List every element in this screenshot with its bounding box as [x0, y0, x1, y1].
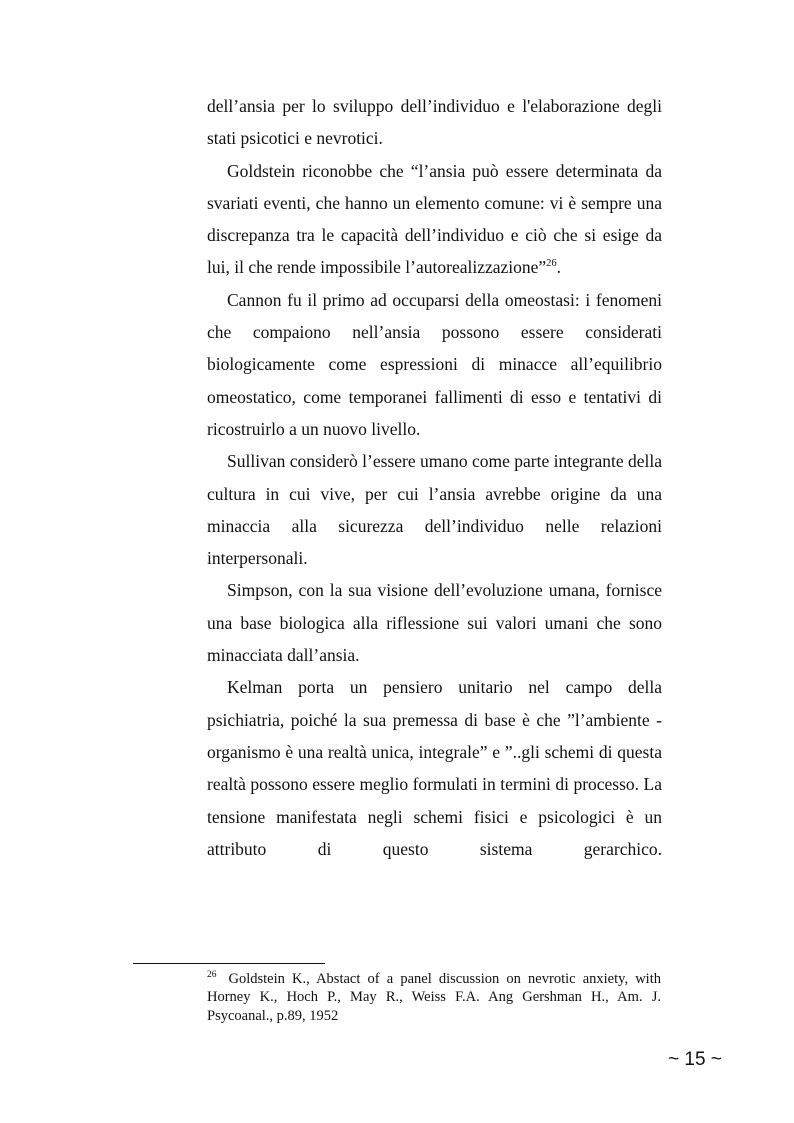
paragraph-2-text: Goldstein riconobbe che “l’ansia può essere determinata da svariati eventi, che hanno un elemento comune: vi è sempre una discrepanza tra le capacità dell’individuo e ciò che si esige da lui, il che rende impossibile l’autorealizzazione” — [207, 160, 662, 278]
page-number: ~ 15 ~ — [668, 1049, 722, 1070]
paragraph-2-end: . — [556, 257, 562, 278]
paragraph-4: Sullivan considerò l’essere umano come parte integrante della cultura in cui vive, per cui l’ansia avrebbe origine da una minaccia alla sicurezza dell’individuo nelle relazioni interpersonali. — [207, 451, 662, 569]
paragraph-2 — [207, 155, 662, 284]
paragraph-6: Kelman porta un pensiero unitario nel campo della psichiatria, poiché la sua premessa di base è che ”l’ambiente - organismo è una realtà unica, integrale” e ”..gli schemi di questa realtà possono essere meglio formulati in termini di processo. La tensione manifestata negli schemi fisici e psicologici è un attributo di questo sistema gerarchico. — [207, 677, 662, 859]
paragraph-3: Cannon fu il primo ad occuparsi della omeostasi: i fenomeni che compaiono nell’ansia possono essere considerati biologicamente come espressioni di minacce all’equilibrio omeostatico, come temporanei fallimenti di esso e tentativi di ricostruirlo a un nuovo livello. — [207, 289, 662, 439]
body-text — [207, 90, 662, 865]
footnote-reference[interactable]: 26 — [546, 258, 557, 270]
paragraph-1: dell’ansia per lo sviluppo dell’individuo e l'elaborazione degli stati psicotici e nevrotici. — [207, 96, 662, 149]
footnote-number: 26 — [207, 970, 217, 981]
paragraph-5: Simpson, con la sua visione dell’evoluzione umana, fornisce una base biologica alla riflessione sui valori umani che sono minacciata dall’ansia. — [207, 580, 662, 666]
footnote-separator — [133, 963, 325, 964]
footnote-text: Goldstein K., Abstact of a panel discussion on nevrotic anxiety, with Horney K., Hoch P., May R., Weiss F.A. Ang Gershman H., Am. J. Psycoanal., p.89, 1952 — [207, 971, 661, 1024]
footnote — [207, 970, 661, 1025]
